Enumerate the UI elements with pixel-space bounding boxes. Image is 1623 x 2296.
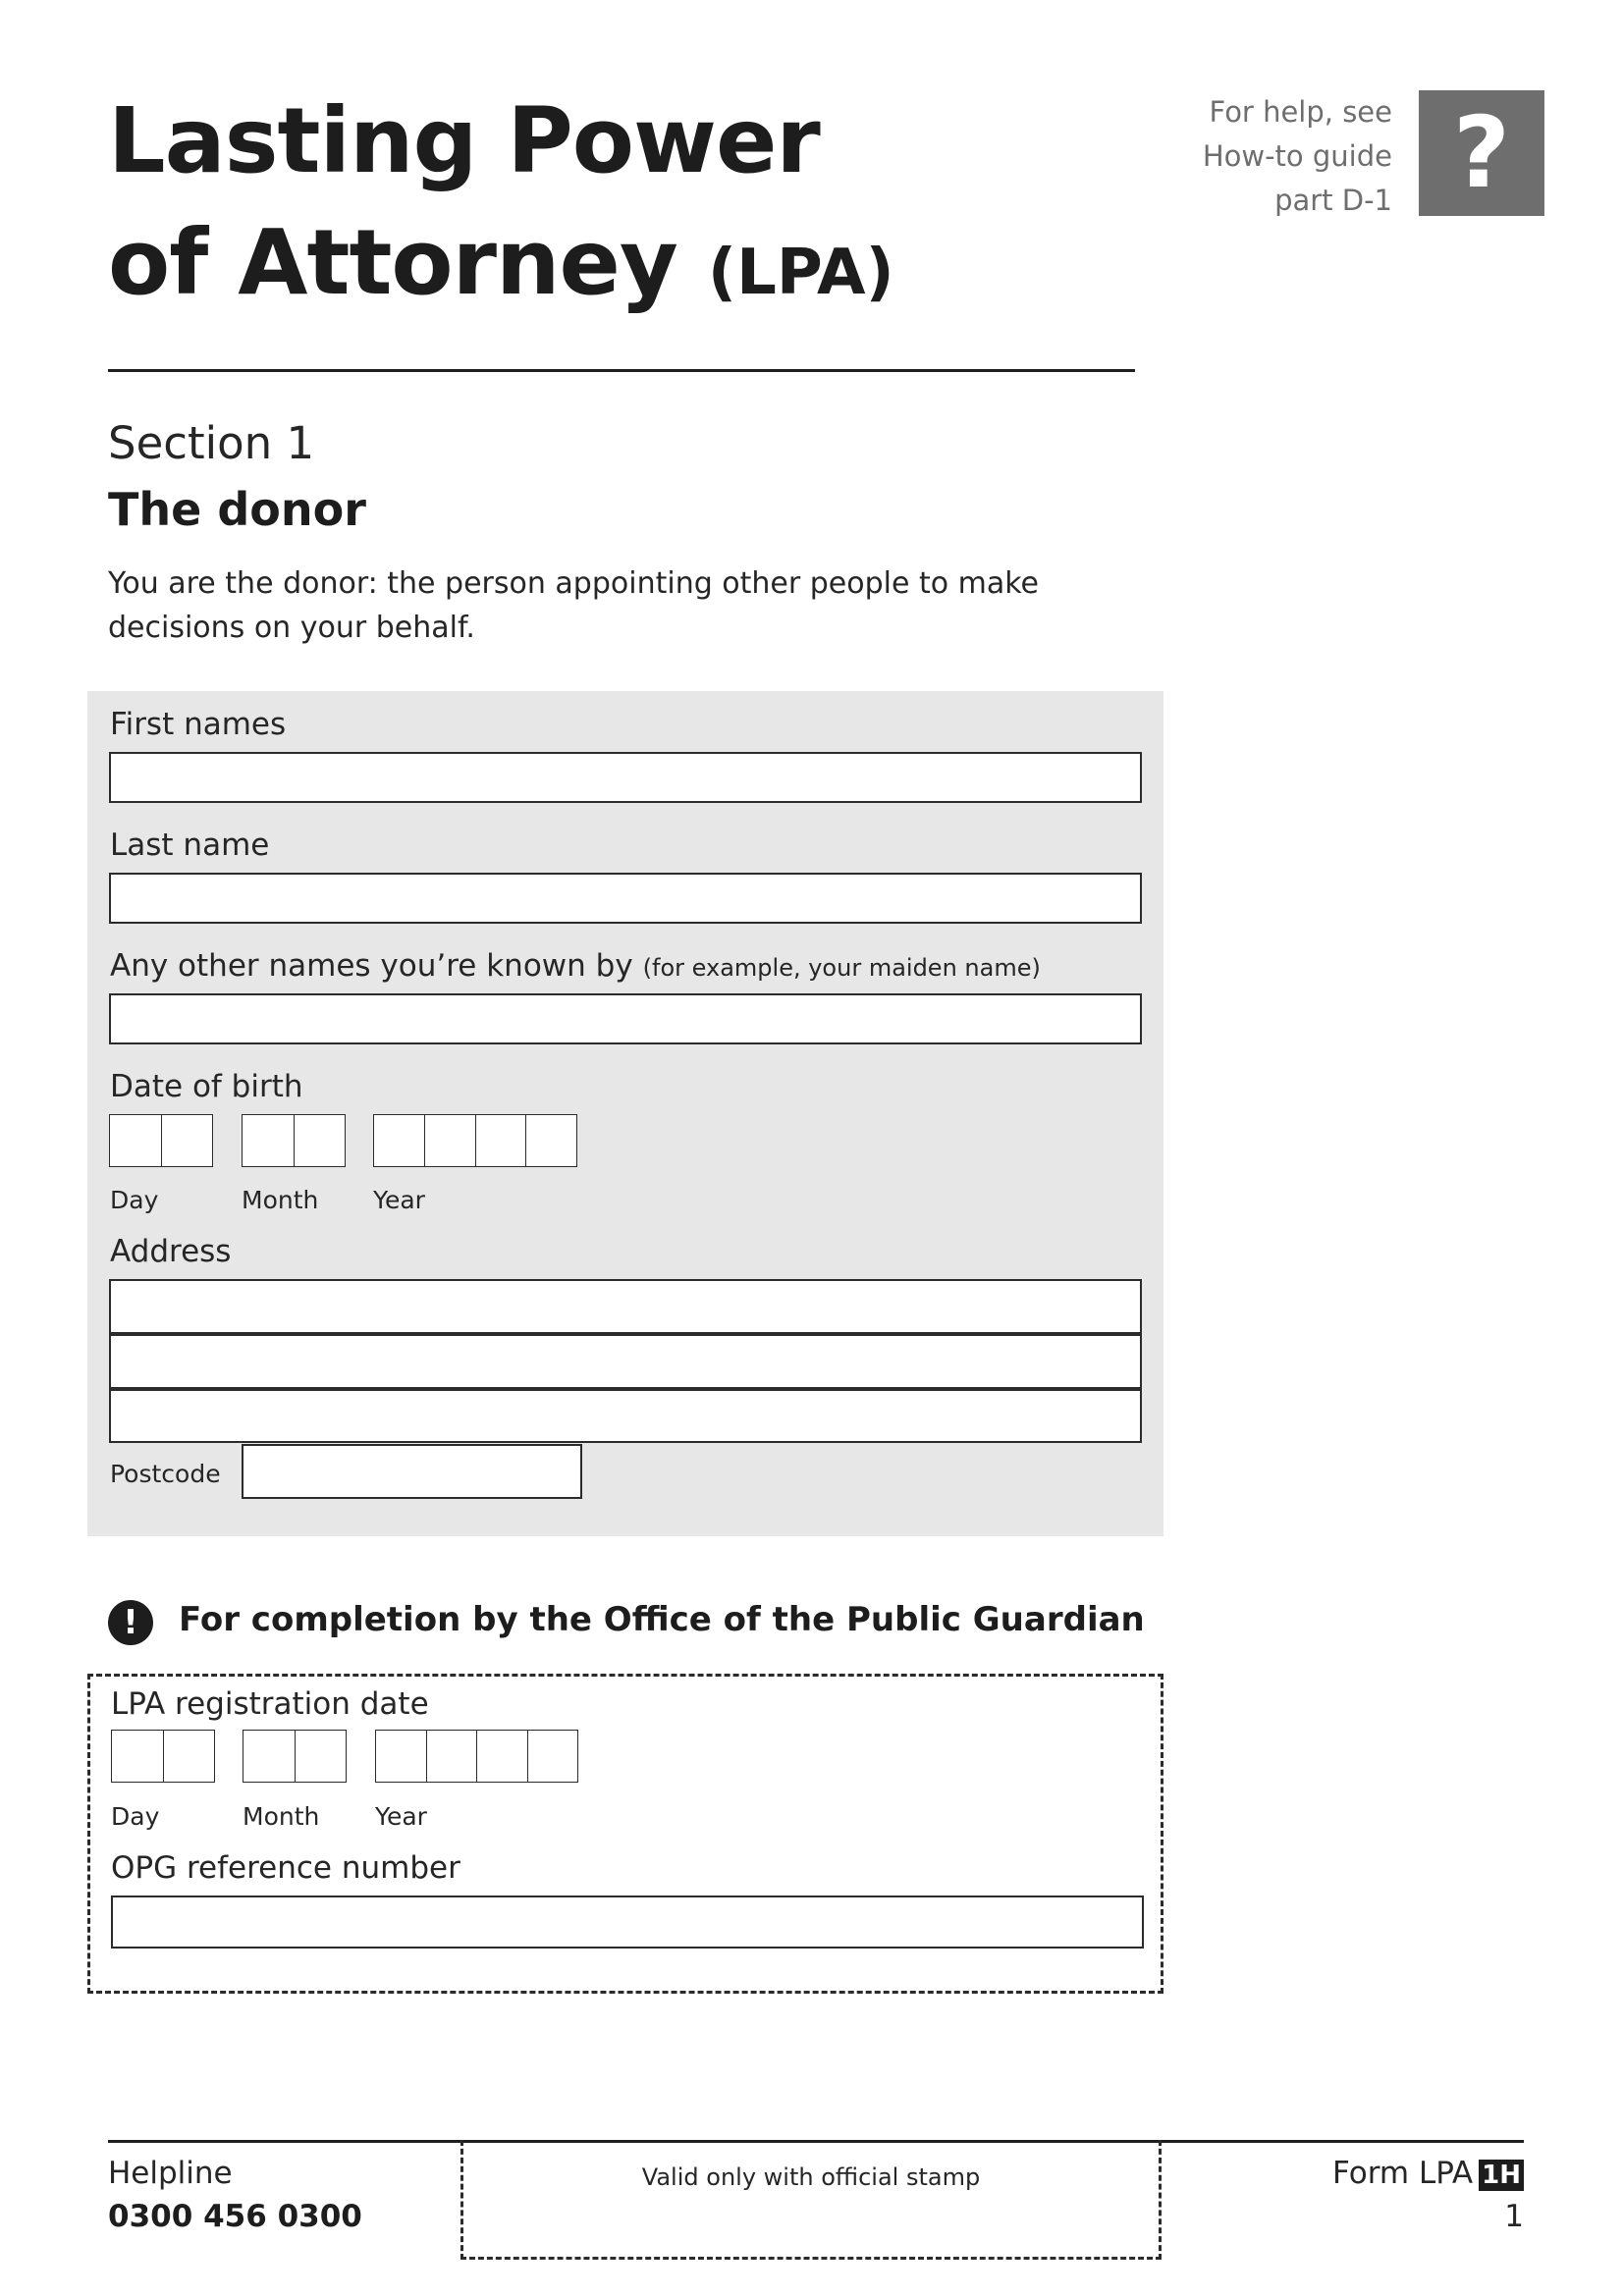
dob-day-boxes[interactable] [109, 1114, 213, 1167]
address-line-3[interactable] [109, 1389, 1142, 1443]
help-line-3: part D-1 [1274, 184, 1392, 217]
registration-year-label: Year [375, 1802, 427, 1831]
first-names-label: First names [110, 707, 287, 742]
opg-heading: For completion by the Office of the Public Guardian [179, 1600, 1145, 1639]
first-names-field[interactable] [109, 752, 1142, 803]
opg-reference-label: OPG reference number [111, 1850, 460, 1886]
other-names-label [110, 948, 1041, 984]
dob-day-label: Day [110, 1186, 159, 1214]
dob-year-label: Year [373, 1186, 425, 1214]
opg-reference-field[interactable] [111, 1896, 1144, 1949]
title-line-2 [108, 210, 894, 315]
stamp-note: Valid only with official stamp [641, 2163, 981, 2191]
official-stamp-area [460, 2140, 1162, 2260]
help-line-2: How-to guide [1202, 139, 1392, 173]
dob-month-label: Month [242, 1186, 319, 1214]
registration-month-label: Month [243, 1802, 320, 1831]
section-number: Section 1 [108, 417, 315, 469]
other-names-label-text: Any other names you’re known by [110, 948, 633, 984]
other-names-field[interactable] [109, 993, 1142, 1044]
section-intro: You are the donor: the person appointing other people to make decisions on your behalf. [108, 566, 1039, 645]
title-divider [108, 369, 1135, 372]
other-names-hint: (for example, your maiden name) [642, 954, 1041, 982]
section-title: The donor [108, 483, 366, 536]
title-line-1: Lasting Power [108, 88, 820, 193]
registration-date-label: LPA registration date [111, 1686, 429, 1722]
warning-icon: ! [108, 1600, 153, 1645]
helpline-label: Helpline [108, 2156, 233, 2191]
form-label: Form LPA [1332, 2156, 1474, 2191]
registration-day-boxes[interactable] [111, 1730, 215, 1783]
registration-year-boxes[interactable] [375, 1730, 578, 1783]
title-main: of Attorney [108, 210, 677, 315]
page-number: 1 [1504, 2199, 1524, 2234]
registration-day-label: Day [111, 1802, 160, 1831]
address-line-2[interactable] [109, 1334, 1142, 1389]
registration-month-boxes[interactable] [243, 1730, 347, 1783]
dob-year-boxes[interactable] [373, 1114, 577, 1167]
dob-month-boxes[interactable] [242, 1114, 346, 1167]
form-identifier [1332, 2156, 1524, 2191]
form-tag: 1H [1479, 2160, 1524, 2191]
address-label: Address [110, 1234, 232, 1269]
title-abbr: (LPA) [707, 237, 894, 309]
helpline-number: 0300 456 0300 [108, 2199, 362, 2234]
address-line-1[interactable] [109, 1279, 1142, 1334]
last-name-label: Last name [110, 828, 270, 863]
help-question-icon: ? [1419, 90, 1544, 216]
help-line-1: For help, see [1209, 95, 1392, 129]
last-name-field[interactable] [109, 873, 1142, 924]
postcode-label: Postcode [110, 1460, 221, 1488]
postcode-field[interactable] [242, 1444, 582, 1499]
help-reference [1157, 90, 1392, 223]
dob-label: Date of birth [110, 1069, 303, 1104]
